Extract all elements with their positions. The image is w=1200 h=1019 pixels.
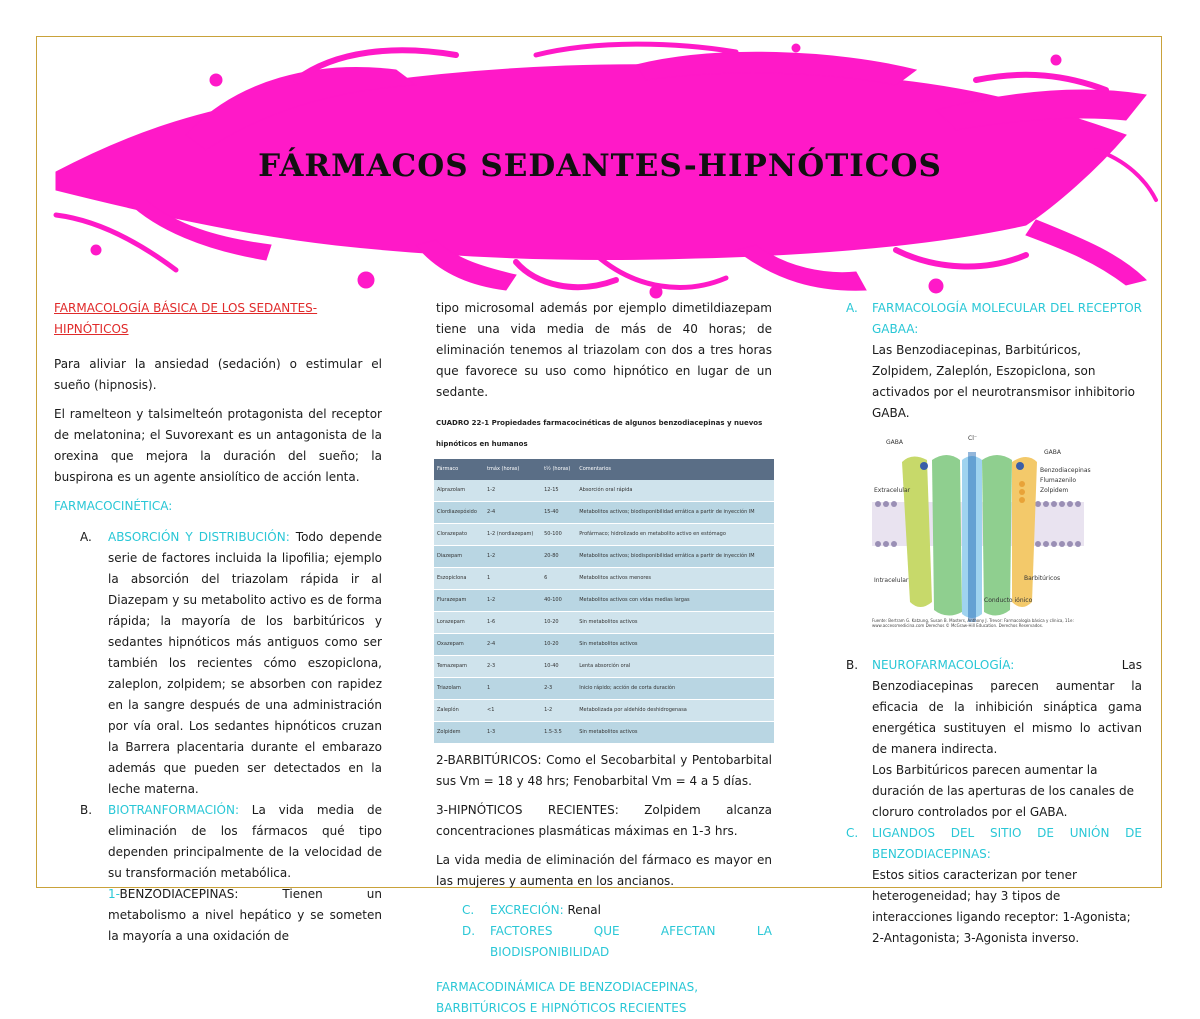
list-item-neuropharmacology: [846, 655, 1142, 760]
table-cell: Eszopiclona: [434, 568, 484, 590]
table-cell: Metabolitos activos; biodisponibilidad errática a partir de inyección IM: [576, 502, 774, 524]
list-marker: B.: [80, 803, 93, 817]
table-cell: 20-80: [541, 546, 576, 568]
table-cell: Temazepam: [434, 656, 484, 678]
table-cell: Flurazepam: [434, 590, 484, 612]
diagram-label-benzo: Benzodiacepinas: [1040, 467, 1091, 474]
table-row: [434, 568, 774, 590]
pharmacokinetics-table: [434, 459, 774, 744]
column-left: [54, 298, 382, 947]
table-cell: Sin metabolitos activos: [576, 634, 774, 656]
table-caption: CUADRO 22-1 Propiedades farmacocinéticas de algunos benzodiacepinas y nuevos hipnóticos en humanos: [436, 419, 763, 448]
benzo-number: 1-: [108, 887, 120, 901]
table-cell: Absorción oral rápida: [576, 480, 774, 502]
table-cell: 50-100: [541, 524, 576, 546]
pharmacokinetics-heading: FARMACOCINÉTICA:: [54, 499, 173, 513]
table-row: [434, 656, 774, 678]
table-cell: Lenta absorción oral: [576, 656, 774, 678]
diagram-label-extracellular: Extracelular: [874, 487, 911, 494]
table-cell: Metabolitos activos; biodisponibilidad errática a partir de inyección IM: [576, 546, 774, 568]
page-title: FÁRMACOS SEDANTES-HIPNÓTICOS: [258, 148, 942, 184]
list-marker: A.: [80, 530, 92, 544]
table-row: [434, 722, 774, 744]
excretion-label: EXCRECIÓN:: [490, 903, 564, 917]
table-cell: <1: [484, 700, 541, 722]
table-cell: 1.5-3.5: [541, 722, 576, 744]
table-cell: 1-2: [541, 700, 576, 722]
list-marker: B.: [846, 658, 859, 672]
gabaa-receptor-diagram: [872, 432, 1091, 642]
molecular-label: FARMACOLOGÍA MOLECULAR DEL RECEPTOR GABAA:: [872, 301, 1142, 336]
melatonin-paragraph: El ramelteon y talsimelteón protagonista del receptor de melatonina; el Suvorexant es un antagonista de la orexina que mejora la duración del sueño; la buspirona es un agente ansiolítico de acción lenta.: [54, 407, 382, 484]
diagram-label-intracellular: Intracelular: [874, 577, 909, 584]
table-cell: 15-40: [541, 502, 576, 524]
table-row: [434, 502, 774, 524]
table-row: [434, 480, 774, 502]
table-row: [434, 524, 774, 546]
table-header-cell: tmáx (horas): [484, 459, 541, 480]
bioavailability-label: FACTORES QUE AFECTAN LA BIODISPONIBILIDAD: [490, 924, 772, 959]
list-item-excretion: [436, 900, 772, 921]
diagram-label-gaba-right: GABA: [1044, 449, 1061, 456]
table-cell: 10-40: [541, 656, 576, 678]
column-right: [846, 298, 1142, 949]
table-cell: Sin metabolitos activos: [576, 722, 774, 744]
table-cell: 10-20: [541, 634, 576, 656]
barbiturates-mechanism-text: Los Barbitúricos parecen aumentar la duración de las aperturas de los canales de cloruro controlados por el GABA.: [872, 763, 1134, 819]
table-header-cell: Fármaco: [434, 459, 484, 480]
table-cell: 10-20: [541, 612, 576, 634]
table-row: [434, 700, 774, 722]
table-cell: Clordiazepóxido: [434, 502, 484, 524]
table-cell: Metabolitos activos con vidas medias largas: [576, 590, 774, 612]
list-marker: A.: [846, 301, 858, 315]
table-cell: 2-3: [541, 678, 576, 700]
diagram-label-barbiturates: Barbitúricos: [1024, 575, 1061, 582]
molecular-text: Las Benzodiacepinas, Barbitúricos, Zolpidem, Zaleplón, Eszopiclona, son activados por el neurotransmisor inhibitorio GABA.: [872, 343, 1136, 420]
continued-paragraph: tipo microsomal además por ejemplo dimetildiazepam tiene una vida media de más de 40 horas; de eliminación tenemos al triazolam con dos a tres horas que favorece su uso como hipnótico en lugar de un sedante.: [436, 301, 772, 399]
table-cell: Profármaco; hidrolizado en metabolito activo en estómago: [576, 524, 774, 546]
table-header-cell: Comentarios: [576, 459, 774, 480]
half-life-paragraph: La vida media de eliminación del fármaco es mayor en las mujeres y aumenta en los ancianos.: [436, 853, 772, 888]
excretion-text: Renal: [563, 903, 601, 917]
table-cell: 40-100: [541, 590, 576, 612]
table-cell: Inicio rápido; acción de corta duración: [576, 678, 774, 700]
absorption-text: Todo depende serie de factores incluida la lipofilia; ejemplo la absorción del triazolam rápida ir al Diazepam y su metabolito activo es de forma rápida; la mayoría de los barbitúricos y sedantes hipnóticos más antiguos como ser también los recientes cómo eszopiclona, zaleplon, zolpidem; se absorben con rapidez en la sangre después de una administración por vía oral. Los sedantes hipnóticos cruzan la Barrera placentaria durante el embarazo además que pueden ser detectados en la leche materna.: [108, 530, 382, 796]
table-cell: 1: [484, 678, 541, 700]
table-cell: 2-4: [484, 502, 541, 524]
table-cell: 1-6: [484, 612, 541, 634]
pharmacodynamics-heading: FARMACODINÁMICA DE BENZODIACEPINAS, BARBITÚRICOS E HIPNÓTICOS RECIENTES: [436, 980, 699, 1015]
neuropharmacology-text: Las Benzodiacepinas parecen aumentar la eficacia de la inhibición sináptica gama energética sustituyen el mismo lo activan de manera indirecta.: [872, 658, 1142, 756]
table-cell: 6: [541, 568, 576, 590]
section-heading-basic: FARMACOLOGÍA BÁSICA DE LOS SEDANTES-HIPNÓTICOS: [54, 301, 318, 336]
table-cell: 1-2 (nordiazepam): [484, 524, 541, 546]
list-item-absorption: [54, 527, 382, 800]
absorption-label: ABSORCIÓN Y DISTRIBUCIÓN:: [108, 530, 290, 544]
table-row: [434, 612, 774, 634]
barbiturates-paragraph: 2-BARBITÚRICOS: Como el Secobarbital y Pentobarbital sus Vm = 18 y 48 hrs; Fenobarbital Vm = 4 a 5 días.: [436, 753, 772, 788]
column-middle: [436, 298, 772, 1019]
table-cell: Clorazepato: [434, 524, 484, 546]
table-cell: 1-2: [484, 590, 541, 612]
biotransformation-text: La vida media de eliminación de los fármacos qué tipo dependen principalmente de la velocidad de su transformación metabólica.: [108, 803, 382, 880]
ligands-text: Estos sitios caracterizan por tener heterogeneidad; hay 3 tipos de interacciones ligando receptor: 1-Agonista; 2-Antagonista; 3-Agonista inverso.: [872, 868, 1131, 945]
list-item-biotransformation: [54, 800, 382, 884]
table-cell: Diazepam: [434, 546, 484, 568]
diagram-label-gaba-left: GABA: [886, 439, 903, 446]
list-marker: C.: [846, 826, 859, 840]
list-item-ligands: [846, 823, 1142, 865]
table-cell: Zaleplón: [434, 700, 484, 722]
table-cell: 2-4: [484, 634, 541, 656]
table-row: [434, 546, 774, 568]
table-cell: 1-3: [484, 722, 541, 744]
table-cell: Lorazepam: [434, 612, 484, 634]
diagram-label-ion-channel: Conducto iónico: [984, 597, 1033, 604]
table-header-cell: t½ (horas): [541, 459, 576, 480]
table-cell: Sin metabolitos activos: [576, 612, 774, 634]
diagram-label-chloride: Cl⁻: [968, 435, 978, 442]
list-item-molecular: [846, 298, 1142, 340]
table-cell: 12-15: [541, 480, 576, 502]
table-cell: 1-2: [484, 546, 541, 568]
table-row: [434, 590, 774, 612]
table-cell: Oxazepam: [434, 634, 484, 656]
diagram-source: Fuente: Bertram G. Katzung, Susan B. Masters, Anthony J. Trevor: Farmacología básica y clínica, 11e: www.accessmedicina.com Derechos © McGraw-Hill Education. Derechos Reservados.: [872, 618, 1074, 628]
diagram-label-zolpidem: Zolpidem: [1040, 487, 1069, 494]
table-cell: Alprazolam: [434, 480, 484, 502]
pharmacokinetics-table-figure: [434, 411, 774, 744]
benzo-text: BENZODIACEPINAS: Tienen un metabolismo a nivel hepático y se someten la mayoría a una oxidación de: [108, 887, 382, 943]
table-cell: 1-2: [484, 480, 541, 502]
table-cell: Metabolitos activos menores: [576, 568, 774, 590]
list-marker: D.: [462, 924, 476, 938]
intro-paragraph: Para aliviar la ansiedad (sedación) o estimular el sueño (hipnosis).: [54, 357, 382, 392]
table-cell: Triazolam: [434, 678, 484, 700]
biotransformation-label: BIOTRANFORMACIÓN:: [108, 803, 240, 817]
table-cell: 1: [484, 568, 541, 590]
table-row: [434, 634, 774, 656]
benzodiazepines-paragraph: [54, 884, 382, 947]
neuropharmacology-label: NEUROFARMACOLOGÍA:: [872, 658, 1015, 672]
list-item-bioavailability: [436, 921, 772, 963]
list-marker: C.: [462, 903, 475, 917]
diagram-label-flumazenil: Flumazenilo: [1040, 477, 1077, 484]
table-cell: Zolpidem: [434, 722, 484, 744]
table-row: [434, 678, 774, 700]
table-cell: Metabolizada por aldehído deshidrogenasa: [576, 700, 774, 722]
recent-hypnotics-paragraph: 3-HIPNÓTICOS RECIENTES: Zolpidem alcanza concentraciones plasmáticas máximas en 1-3 hrs.: [436, 803, 772, 838]
ligands-label: LIGANDOS DEL SITIO DE UNIÓN DE BENZODIACEPINAS:: [872, 826, 1142, 861]
table-cell: 2-3: [484, 656, 541, 678]
